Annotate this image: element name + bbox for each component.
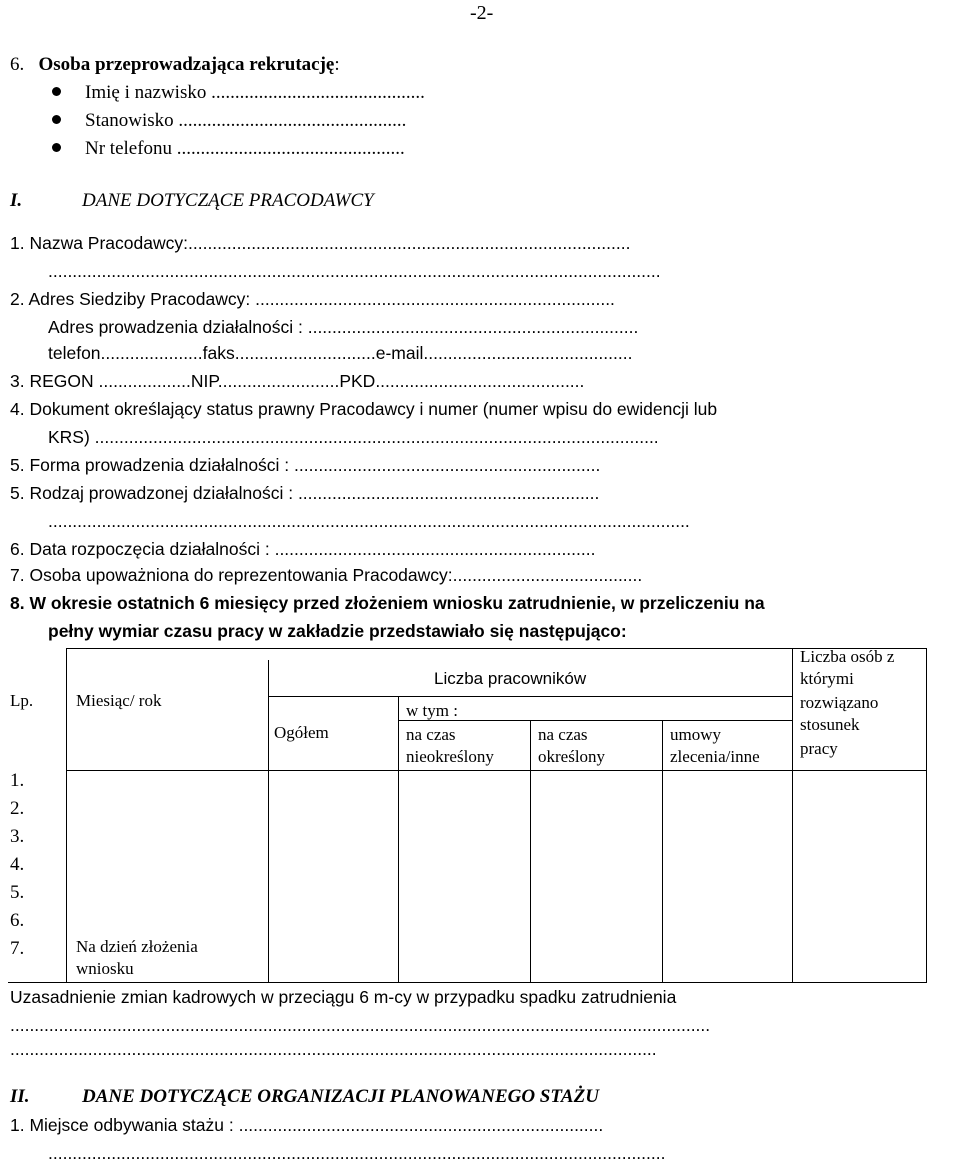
- section-1-title: DANE DOTYCZĄCE PRACODAWCY: [82, 190, 374, 211]
- bullet-icon: [52, 115, 61, 124]
- legal-status-doc-field[interactable]: 4. Dokument określający status prawny Pracodawcy i numer (numer wpisu do ewidencji lub: [10, 399, 718, 419]
- recruiter-number: 6.: [10, 54, 25, 75]
- section-1-heading: [10, 190, 374, 212]
- section-2-title: DANE DOTYCZĄCE ORGANIZACJI PLANOWANEGO STAŻU: [82, 1086, 599, 1107]
- col-header-contract-2: zlecenia/inne: [670, 747, 760, 766]
- section-2-heading: [10, 1086, 599, 1108]
- section-2-roman: II.: [10, 1086, 30, 1107]
- recruiter-phone-field[interactable]: [52, 138, 405, 160]
- business-type-continued[interactable]: ....................................................................................................................................: [48, 511, 690, 531]
- business-address-field[interactable]: Adres prowadzenia działalności : ....................................................................: [48, 317, 639, 337]
- recruiter-position-label: Stanowisko ................................................: [85, 110, 407, 131]
- col-header-dismissed-2: którymi: [800, 669, 854, 688]
- employment-statement-line2: pełny wymiar czasu pracy w zakładzie przedstawiało się następująco:: [48, 621, 627, 641]
- col-header-def-2: określony: [538, 747, 606, 766]
- business-form-field[interactable]: 5. Forma prowadzenia działalności : ...............................................................: [10, 455, 601, 475]
- business-type-field[interactable]: 5. Rodzaj prowadzonej działalności : ..............................................................: [10, 483, 600, 503]
- row7-label-2: wniosku: [76, 959, 134, 978]
- bullet-icon: [52, 143, 61, 152]
- table-row-number: 7.: [10, 938, 25, 959]
- recruiter-heading: [10, 54, 340, 76]
- employment-statement-line1: 8. W okresie ostatnich 6 miesięcy przed złożeniem wniosku zatrudnienie, w przeliczeniu na: [10, 593, 765, 613]
- legal-status-doc-continued[interactable]: KRS) ....................................................................................................................: [48, 427, 659, 447]
- recruiter-phone-label: Nr telefonu ................................................: [85, 138, 405, 159]
- internship-place-field[interactable]: 1. Miejsce odbywania stażu : ...........................................................................: [10, 1115, 604, 1135]
- justification-line-1[interactable]: ................................................................................................................................................: [10, 1015, 711, 1035]
- page-number: -2-: [470, 2, 494, 24]
- col-group-employees: Liczba pracowników: [434, 669, 587, 688]
- recruiter-colon: :: [334, 54, 340, 75]
- col-header-dismissed-1: Liczba osób z: [800, 647, 895, 666]
- authorized-person-field[interactable]: 7. Osoba upoważniona do reprezentowania Pracodawcy:.......................................: [10, 565, 643, 585]
- table-row-number: 6.: [10, 910, 25, 931]
- recruiter-position-field[interactable]: [52, 110, 406, 132]
- col-header-lp: Lp.: [10, 691, 34, 710]
- row7-label-1: Na dzień złożenia: [76, 937, 198, 956]
- col-header-month: Miesiąc/ rok: [76, 691, 162, 710]
- employer-name-field[interactable]: 1. Nazwa Pracodawcy:...........................................................................................: [10, 233, 631, 253]
- section-1-roman: I.: [10, 190, 23, 211]
- business-start-date-field[interactable]: 6. Data rozpoczęcia działalności : ..................................................................: [10, 539, 596, 559]
- table-row-number: 4.: [10, 854, 25, 875]
- contact-fields[interactable]: telefon.....................faks.............................e-mail...........................................: [48, 343, 633, 363]
- regon-nip-pkd-field[interactable]: 3. REGON ...................NIP.........................PKD...........................................: [10, 371, 585, 391]
- recruiter-title: Osoba przeprowadzająca rekrutację: [38, 54, 335, 75]
- col-header-contract-1: umowy: [670, 725, 721, 744]
- col-header-def-1: na czas: [538, 725, 588, 744]
- col-header-dismissed-4: stosunek: [800, 715, 860, 734]
- table-row-number: 3.: [10, 826, 25, 847]
- justification-line-2[interactable]: .....................................................................................................................................: [10, 1039, 657, 1059]
- col-header-indef-1: na czas: [406, 725, 456, 744]
- table-row-number: 5.: [10, 882, 25, 903]
- employer-seat-address-field[interactable]: 2. Adres Siedziby Pracodawcy: ..........................................................................: [10, 289, 615, 309]
- justification-label: Uzasadnienie zmian kadrowych w przeciągu 6 m-cy w przypadku spadku zatrudnienia: [10, 987, 677, 1007]
- table-row-number: 2.: [10, 798, 25, 819]
- col-header-wtym: w tym :: [406, 701, 458, 720]
- col-header-dismissed-5: pracy: [800, 739, 838, 758]
- table-row-number: 1.: [10, 770, 25, 791]
- col-header-dismissed-3: rozwiązano: [800, 693, 879, 712]
- col-header-total: Ogółem: [274, 723, 329, 742]
- recruiter-name-label: Imię i nazwisko .............................................: [85, 82, 425, 103]
- recruiter-name-field[interactable]: [52, 82, 425, 104]
- employer-name-continued[interactable]: ..............................................................................................................................: [48, 261, 661, 281]
- col-header-indef-2: nieokreślony: [406, 747, 494, 766]
- bullet-icon: [52, 87, 61, 96]
- internship-place-continued[interactable]: ...............................................................................................................................: [48, 1143, 666, 1163]
